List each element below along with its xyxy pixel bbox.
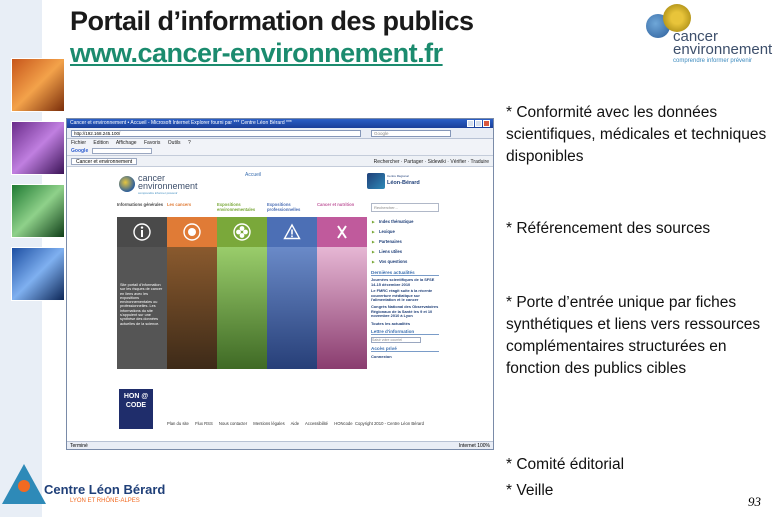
- footer-contact[interactable]: Nous contacter: [218, 421, 248, 426]
- slide-url-link[interactable]: www.cancer-environnement.fr: [70, 38, 443, 68]
- site-footer: [117, 389, 439, 441]
- side-item-questions[interactable]: ▶ Vos questions: [371, 257, 439, 267]
- browser-menu-bar: [67, 139, 493, 147]
- footer-aide[interactable]: Aide: [290, 421, 300, 426]
- column-panel-informations: [117, 247, 167, 369]
- bullet-referencement: * Référencement des sources: [506, 220, 711, 237]
- column-cancers[interactable]: [167, 217, 217, 369]
- footer-links: [167, 421, 358, 426]
- hon-code-badge[interactable]: HON @ CODE: [119, 389, 153, 429]
- category-label-cancers[interactable]: Les cancers: [167, 202, 192, 207]
- site-logo-word-1: cancer: [138, 173, 166, 183]
- menu-fichier[interactable]: Fichier: [71, 140, 87, 146]
- decor-photo-2: [11, 121, 65, 175]
- browser-title-bar: Cancer et environnement • Accueil - Microsoft Internet Explorer fourni par *** Centre Léon Bérard ***: [67, 119, 493, 128]
- private-access-heading: Accès privé: [371, 346, 439, 352]
- menu-edition[interactable]: Edition: [93, 140, 109, 146]
- clb-top-text: Centre Régional: [387, 174, 409, 178]
- footer-honcode[interactable]: HONcode: [334, 421, 353, 426]
- site-clb-logo[interactable]: [367, 173, 437, 191]
- footer-mentions[interactable]: Mentions légales: [253, 421, 285, 426]
- bullet-comite: * Comité éditorial: [506, 456, 625, 473]
- page-number: 93: [748, 494, 761, 509]
- photo-worker: [267, 247, 317, 369]
- clb-name-text: Léon-Bérard: [387, 180, 420, 186]
- decor-photo-4: [11, 247, 65, 301]
- menu-help[interactable]: ?: [187, 140, 191, 146]
- website-page: [117, 171, 439, 441]
- side-item-liens[interactable]: ▶ Liens utiles: [371, 247, 439, 257]
- site-logo-icon: [119, 176, 135, 192]
- site-logo[interactable]: [119, 173, 215, 195]
- dot-icon: [18, 480, 30, 492]
- logo-word-environnement: environnement: [673, 41, 773, 58]
- logo-word-cancer: cancer: [673, 28, 719, 45]
- photo-cells: [167, 247, 217, 369]
- close-icon[interactable]: [483, 120, 490, 127]
- news-item-3[interactable]: Congrès National des Observatoires Régionaux de la Santé les 9 et 10 novembre 2010 à Lyon: [371, 303, 439, 319]
- browser-screenshot: [66, 118, 494, 450]
- login-link[interactable]: Connexion: [371, 353, 392, 359]
- browser-status-bar: [67, 441, 493, 449]
- footer-accessibilite[interactable]: Accessibilité: [304, 421, 329, 426]
- site-logo-tagline: comprendre informer prévenir: [138, 191, 178, 195]
- category-columns: [117, 217, 367, 369]
- menu-favoris[interactable]: Favoris: [143, 140, 161, 146]
- toolbar-right-items[interactable]: Rechercher · Partager · Sidewiki · Vérifier · Traduire: [373, 159, 489, 165]
- side-item-index[interactable]: ▶ Index thématique: [371, 217, 439, 227]
- bullet-conformite: * Conformité avec les données scientifiques, médicales et techniques disponibles: [506, 104, 767, 165]
- newsletter-email-input[interactable]: Saisir votre courriel: [371, 337, 421, 343]
- google-logo: Google: [71, 148, 89, 154]
- news-item-1[interactable]: Journées scientifiques de la SFSE 14-15 décembre 2010: [371, 277, 435, 287]
- side-menu: [371, 217, 439, 359]
- category-labels: [117, 203, 367, 215]
- site-search-input[interactable]: Rechercher...: [371, 203, 439, 212]
- news-heading: Dernières actualités: [371, 270, 439, 276]
- decor-photo-1: [11, 58, 65, 112]
- category-label-informations[interactable]: Informations générales: [117, 202, 164, 207]
- minimize-icon[interactable]: [467, 120, 474, 127]
- column-expositions-env[interactable]: [217, 217, 267, 369]
- photo-plants: [217, 247, 267, 369]
- site-intro-text: Site portail d'information sur les risques de cancer en liens avec les expositions environnementales ou professionnelles. Les informations du site s'appuient sur une synthèse des données actuelles de la science.: [120, 283, 163, 326]
- tab-cancer-environnement[interactable]: Cancer et environnement: [71, 158, 137, 165]
- newsletter-heading: Lettre d'information: [371, 329, 439, 335]
- accueil-link[interactable]: Accueil: [245, 172, 262, 178]
- footer-rss[interactable]: Flux RSS: [195, 421, 213, 426]
- category-label-expositions-env[interactable]: Expositions environnementales: [217, 202, 256, 212]
- clb-logo-name: Centre Léon Bérard: [44, 482, 166, 497]
- flower-icon: [217, 217, 267, 247]
- site-logo-word-2: environnement: [138, 181, 198, 191]
- clb-emblem-icon: [367, 173, 385, 189]
- status-right: Internet 100%: [458, 443, 490, 449]
- decor-photo-3: [11, 184, 65, 238]
- footer-plan[interactable]: Plan du site: [167, 421, 189, 426]
- maximize-icon[interactable]: [475, 120, 482, 127]
- status-left: Terminé: [70, 443, 88, 449]
- column-expositions-pro[interactable]: [267, 217, 317, 369]
- address-input[interactable]: http://192.168.245.100/: [71, 130, 361, 137]
- slide-title: Portail d’information des publics: [70, 6, 474, 36]
- cancer-environnement-logo: [643, 2, 776, 68]
- clb-logo-sub: LYON ET RHÔNE-ALPES: [70, 498, 140, 504]
- logo-tagline: comprendre informer prévenir: [673, 58, 753, 64]
- category-label-nutrition[interactable]: Cancer et nutrition: [317, 202, 355, 207]
- menu-outils[interactable]: Outils: [167, 140, 181, 146]
- category-label-expositions-pro[interactable]: Expositions professionnelles: [267, 202, 301, 212]
- address-bar: [67, 128, 493, 139]
- google-search-field[interactable]: [92, 148, 152, 154]
- side-item-lexique[interactable]: ▶ Lexique: [371, 227, 439, 237]
- bullet-porte-entree: * Porte d’entrée unique par fiches synthétiques et liens vers ressources complémentaires structurées en fonction des publics cibles: [506, 294, 761, 377]
- column-informations[interactable]: [117, 217, 167, 369]
- ribbon-icon: [317, 217, 367, 247]
- side-item-partenaires[interactable]: ▶ Partenaires: [371, 237, 439, 247]
- all-news-link[interactable]: Toutes les actualités: [371, 320, 411, 326]
- google-toolbar: [67, 147, 493, 156]
- photo-woman-drinking: [317, 247, 367, 369]
- warning-icon: [267, 217, 317, 247]
- centre-leon-berard-logo: [0, 462, 166, 517]
- news-item-2[interactable]: Le FMRC réagit suite à la récente couverture médiatique sur l'alimentation et le cancer: [371, 288, 433, 303]
- menu-affichage[interactable]: Affichage: [115, 140, 137, 146]
- info-icon: [117, 217, 167, 247]
- target-icon: [167, 217, 217, 247]
- bullet-veille: * Veille: [506, 482, 554, 499]
- footer-copyright: Copyright 2010 - Centre Léon Bérard: [355, 421, 424, 426]
- column-nutrition[interactable]: [317, 217, 367, 369]
- browser-search-input[interactable]: Google: [371, 130, 451, 137]
